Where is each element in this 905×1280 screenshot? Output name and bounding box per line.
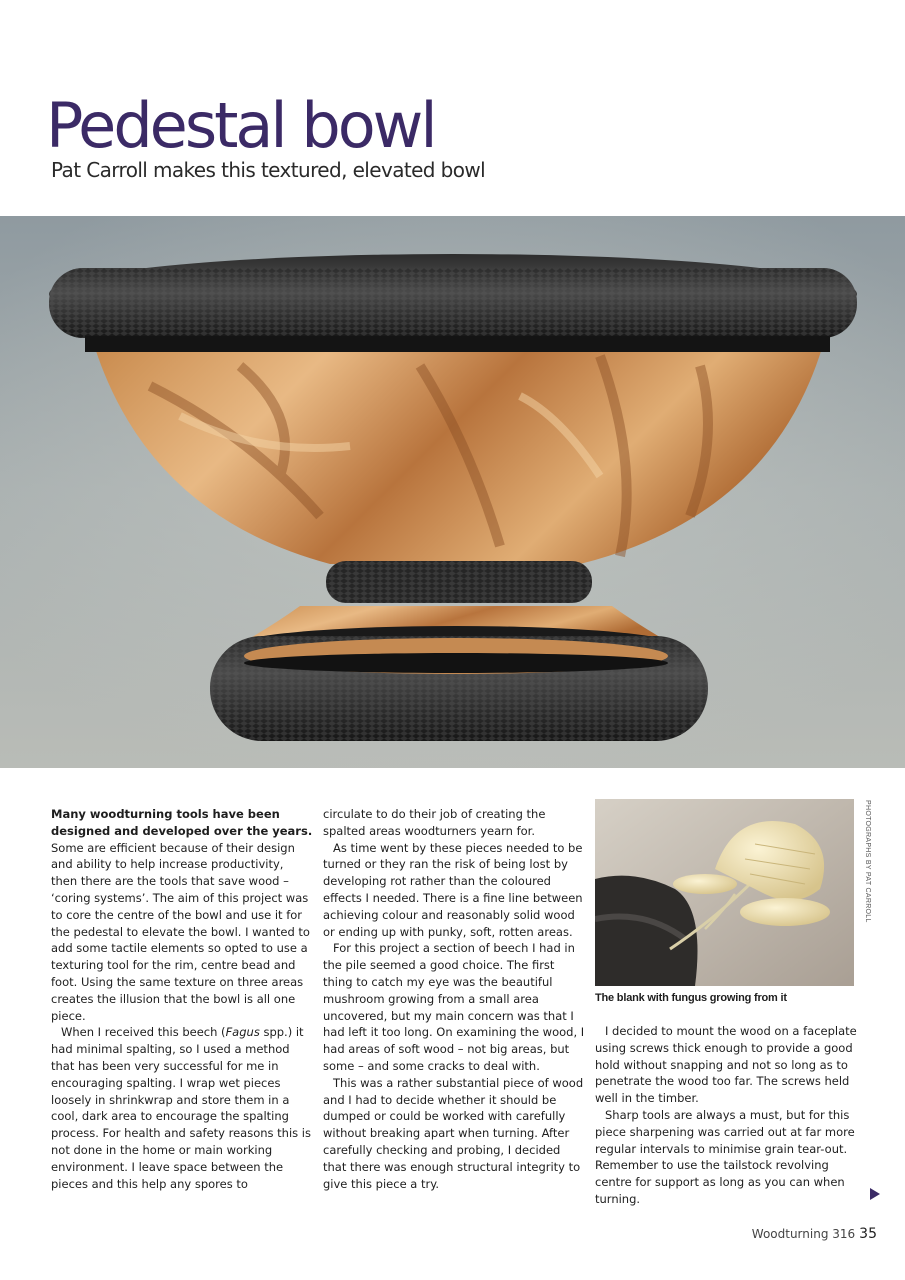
page-subtitle: Pat Carroll makes this textured, elevated bowl [51,158,486,182]
paragraph: circulate to do their job of creating the spalted areas woodturners yearn for. [323,807,546,838]
magazine-issue: Woodturning 316 [751,1227,856,1241]
photo-credit: PHOTOGRAPHS BY PAT CARROLL [864,800,871,923]
paragraph: Sharp tools are always a must, but for this piece sharpening was carried out at far more regular intervals to minimise grain tear-out. Remember to use the tailstock revolving centre for support as long as you can when turning. [595,1107,855,1206]
right-triangle-icon [870,1188,880,1200]
lead-text: Many woodturning tools have been designed and developed over the years. [51,807,313,838]
page-title: Pedestal bowl [46,89,435,162]
blank-fungus-photo [595,799,854,986]
hero-photo-pedestal-bowl [0,216,905,768]
species-name: Fagus [225,1025,260,1040]
article-column-1 [51,806,313,1192]
paragraph [51,806,313,1024]
photo-caption: The blank with fungus growing from it [595,992,787,1004]
paragraph [51,1024,313,1192]
page-footer [752,1226,877,1242]
article-column-2 [323,806,585,1192]
paragraph: I decided to mount the wood on a faceplate using screws thick enough to provide a good hold without snapping and not so long as to penetrate the wood too far. The screws held well in the timber. [595,1024,857,1106]
paragraph-text: Some are efficient because of their design and ability to help increase productivity, then there are the tools that save wood – ‘coring systems’. The aim of this project was to core the centre of the bowl and use it for the pedestal to elevate the bowl. I wanted to add some tactile elements so opted to use a texturing tool for the rim, centre bead and foot. Using the same texture on three areas creates the illusion that the bowl is all one piece. [51,840,310,1023]
paragraph: For this project a section of beech I had in the pile seemed a good choice. The first thing to catch my eye was the beautiful mushroom growing from a small area uncovered, but my main concern was that I had left it too long. On examining the wood, I had areas of soft wood – not big areas, but some – and some cracks to deal with. [323,941,585,1073]
paragraph-text: When I received this beech ( [61,1025,226,1040]
article-column-3 [595,1023,857,1208]
page-number: 35 [859,1226,877,1242]
paragraph: As time went by these pieces needed to be turned or they ran the risk of being lost by developing rot rather than the coloured effects I needed. There is a fine line between achieving colour and reasonably solid wood or ending up with punky, soft, rotten areas. [323,840,583,939]
paragraph-text: spp.) it had minimal spalting, so I used a method that has been very successful for me in encouraging spalting. I wrap wet pieces loosely in shrinkwrap and store them in a cool, dark area to encourage the spalting process. For health and safety reasons this is not done in the home or main working environment. I leave space between the pieces and this help any spores to [51,1025,311,1191]
paragraph: This was a rather substantial piece of wood and I had to decide whether it should be dumped or could be worked with carefully without breaking apart when turning. After carefully checking and probing, I decided that there was enough structural integrity to give this piece a try. [323,1075,584,1191]
